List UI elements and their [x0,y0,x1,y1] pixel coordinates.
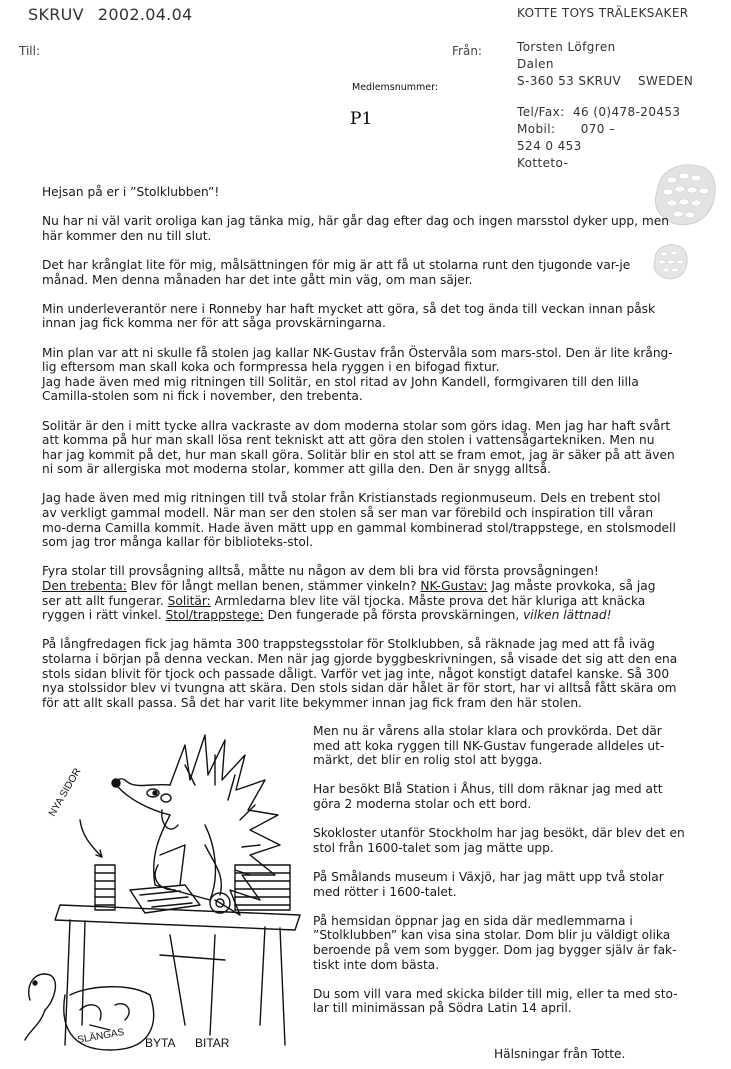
header-place-date [28,5,193,24]
drawing-label-bitar: BITAR [195,1036,230,1050]
letter-paragraph: Jag hade även med mig ritningen till två stolar från Kristianstads regionmuseum. Dels en trebent stol av verkligt gammal modell. När man ser den stolen så ser man var förebild och inspiration till våran mo-derna Camilla kommit. Hade även mätt upp en gammal kombinerad stol/trappstege, en stolsmodell som jag tror många kallar för biblioteks-stol. [42,491,676,550]
trial-text: Armledarna blev lite väl tjocka. Måste prova det här kluriga att knäcka ryggen i rätt vinkel. [42,593,646,623]
sender-phone: Tel/Fax: 46 (0)478-20453 [517,105,681,119]
trial-label-solitar: Solitär: [167,593,211,608]
sender-web: Kotteto- [517,156,569,170]
letter-paragraph: Men nu är vårens alla stolar klara och provkörda. Det där med att koka ryggen till NK-Gustav fungerade alldeles ut-märkt, det blir en rolig stol att bygga. [313,724,665,768]
sender-postal: S-360 53 SKRUV SWEDEN [517,74,694,88]
letter-right-column [313,724,685,1030]
drawing-label-slangas: SLÄNGAS [76,1026,126,1046]
letter-paragraph: Min underleverantör nere i Ronneby har haft mycket att göra, så det tog ända till veckan innan påsk innan jag fick komma ner för att såga provskärningarna. [42,301,656,331]
drawing-label-nya-sidor: NYA SIDOR [47,766,84,819]
member-number: P1 [350,109,373,129]
trial-text: Blev för långt mellan benen, stämmer vinkeln? [126,579,421,594]
letter-paragraph: På långfredagen fick jag hämta 300 trappstegsstolar för Stolklubben, så räknade jag med att få iväg stolarna i början på denna veckan. Men när jag gjorde byggbeskrivningen, så visade det sig att den ena stols sidan blivit för tjock och passade dåligt. Varför vet jag inte, något konstigt datafel kanske. Så 300 nya stolssidor blev vi tvungna att skära. Den stols sidan där hålet är för stort, har vi alltså fått skära om för att allt skall passa. Så det har varit lite bekymmer innan jag fick fram den här stolen. [42,637,678,710]
letter-paragraph: Min plan var att ni skulle få stolen jag kallar NK-Gustav från Östervåla som mars-stol. Den är lite krång-lig eftersom man skall koka och formpressa hela ryggen i en bifogad fixtur. [42,345,673,375]
letter-paragraph: Det har krånglat lite för mig, målsättningen för mig är att få ut stolarna runt den tjugonde var-je månad. Men denna månaden har det inte gått min väg, om man säjer. [42,257,631,287]
hedgehog-cartoon [10,725,310,1064]
sender-block [517,5,693,172]
trial-label-trebenta: Den trebenta: [42,579,127,594]
sender-company: KOTTE TOYS TRÄLEKSAKER [517,6,689,20]
member-label: Medlemsnummer: [352,82,439,93]
closing: Hälsningar från Totte. [494,1047,626,1061]
trial-label-trappstege: Stol/trappstege: [165,608,264,623]
sender-mobile-number: 524 0 453 [517,139,582,153]
from-label: Från: [452,44,482,58]
letter-paragraph: På hemsidan öppnar jag en sida där medlemmarna i ”Stolklubben” kan visa sina stolar. Dom blir ju väldigt olika beroende på vem som bygger. Dom jag bygger själv är fak-tiskt inte dom bästa. [313,913,677,972]
letter-paragraph-trial [42,564,678,622]
letter-body [42,185,678,725]
letter-paragraph: Nu har ni väl varit oroliga kan jag tänka mig, här går dag efter dag och ingen marsstol dyker upp, men här kommer den nu till slut. [42,214,670,243]
sender-spacer [517,90,693,104]
trial-relief: vilken lättnad! [523,608,612,623]
letter-paragraph: Har besökt Blå Station i Åhus, till dom räknar jag med att göra 2 moderna stolar och ett bord. [313,782,663,811]
letter-paragraph: Jag hade även med mig ritningen till Solitär, en stol ritad av John Kandell, formgivaren till den lilla Camilla-stolen som ni fick i november, den trebenta. [42,374,639,404]
sender-farm: Dalen [517,57,554,71]
letter-greeting: Hejsan på er i ”Stolklubben”! [42,185,220,199]
trial-text: Jag måste provkoka, så jag ser att allt fungerar. [42,579,656,608]
trial-intro: Fyra stolar till provsågning alltså, måtte nu någon av dem bli bra vid första provsågningen! [42,564,599,579]
letter-paragraph: På Smålands museum i Växjö, har jag mätt upp två stolar med rötter i 1600-talet. [313,869,664,899]
letter-paragraph: Du som vill vara med skicka bilder till mig, eller ta med sto-lar till minimässan på Södra Latin 14 april. [313,986,678,1016]
letter-paragraph: Solitär är den i mitt tycke allra vackraste av dom moderna stolar som görs idag. Men jag har haft svårt att komma på hur man skall lösa rent tekniskt att att göra den stolen i vattensågartekniken. Men nu har jag kommit på det, hur man skall göra. Solitär blir en stol att se fram emot, jag är säker på att även ni som är allergiska mot moderna stolar, kommer att gilla den. Den är snygg alltså. [42,418,675,477]
letter-paragraph: Skokloster utanför Stockholm har jag besökt, där blev det en stol från 1600-talet som jag mätte upp. [313,826,685,855]
sender-name: Torsten Löfgren [517,40,616,54]
trial-label-nk-gustav: NK-Gustav: [420,579,488,594]
trial-text: Den fungerade på första provskärningen, [263,608,524,623]
sender-mobile: Mobil: 070 – [517,122,616,136]
to-label: Till: [19,44,41,58]
header-date: 2002.04.04 [97,5,193,24]
drawing-label-byta: BYTA [145,1036,176,1050]
header-place: SKRUV [28,5,84,24]
